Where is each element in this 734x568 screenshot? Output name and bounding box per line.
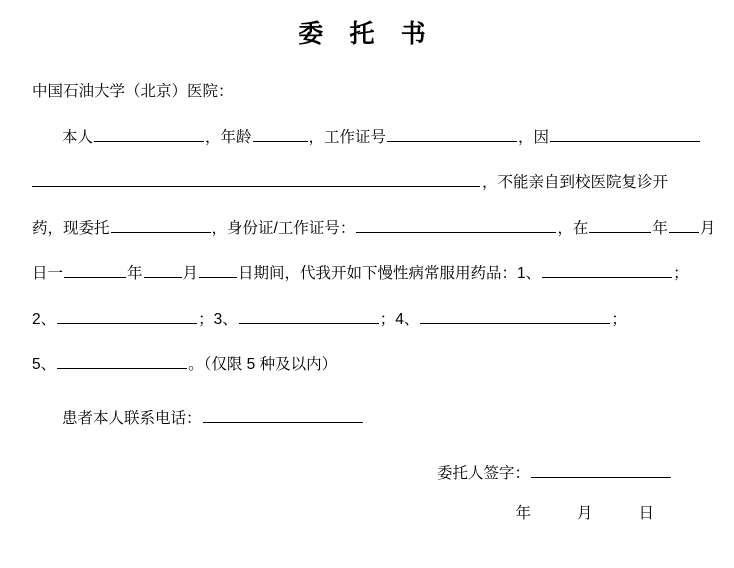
paragraph-4 [32,262,706,282]
field-medicine-2[interactable] [57,308,197,324]
addressee-line: 中国石油大学（北京）医院： [32,83,234,100]
field-medicine-4[interactable] [420,308,610,324]
field-age[interactable] [253,126,308,142]
paragraph-2 [32,171,706,191]
para1-text-4: ，因 [518,128,550,146]
para5-text-1: 2、 [32,310,57,328]
para4-text-1: 日一 [32,265,64,282]
field-reason-part1[interactable] [550,126,700,142]
para1-text-1: 本人 [62,128,94,146]
field-end-year[interactable] [64,262,126,278]
para1-text-3: ，工作证号 [308,128,387,146]
para4-text-3: 月 [182,265,199,282]
signature-row [32,462,706,482]
paragraph-3 [32,217,716,237]
paragraph-6 [32,353,706,373]
signature-label: 委托人签字： [436,465,530,482]
para3-text-3: ，在 [557,219,589,237]
field-end-month[interactable] [144,262,182,278]
field-start-year[interactable] [589,217,651,233]
field-work-id[interactable] [387,126,517,142]
para2-text-1: ，不能亲自到校医院复诊开 [482,174,669,191]
page-title: 委 托 书 [298,21,436,48]
document-body [0,84,734,521]
field-medicine-3[interactable] [239,308,379,324]
para3-text-4: 年 [652,219,668,237]
para3-text-1: 药，现委托 [32,219,110,237]
date-year-label: 年 [515,504,531,522]
field-entrusted-id[interactable] [356,217,556,233]
para5-text-5: ； [611,310,627,328]
contact-label: 患者本人联系电话： [62,409,202,427]
para1-text-2: ，年龄 [205,128,252,146]
field-contact-phone[interactable] [203,407,363,423]
para3-text-5: 月 [699,219,716,237]
para5-text-4: 4、 [395,310,420,328]
field-name[interactable] [94,126,204,142]
date-month-label: 月 [576,504,593,522]
para3-text-2: ，身份证/工作证号： [211,219,356,237]
paragraph-5 [32,308,706,328]
para4-text-4: 日期间，代我开如下慢性病常服用药品：1、 [238,265,542,282]
para6-text-2: 。（仅限 5 种及以内） [188,356,338,373]
field-reason-part2[interactable] [32,171,480,187]
field-entrusted-person[interactable] [111,217,211,233]
field-medicine-1[interactable] [542,262,672,278]
field-end-day[interactable] [199,262,237,278]
para4-text-5: ； [673,265,689,282]
document-page [0,14,734,568]
field-medicine-5[interactable] [57,353,187,369]
para4-text-2: 年 [127,265,143,282]
contact-row [32,407,706,427]
field-signature[interactable] [531,462,671,478]
field-start-month[interactable] [669,217,699,233]
para5-text-3: ； [379,310,396,328]
date-day-label: 日 [638,504,654,522]
date-row [32,506,706,522]
para5-text-2: ；3、 [198,310,238,328]
para6-text-1: 5、 [32,356,57,373]
paragraph-1 [32,126,706,146]
